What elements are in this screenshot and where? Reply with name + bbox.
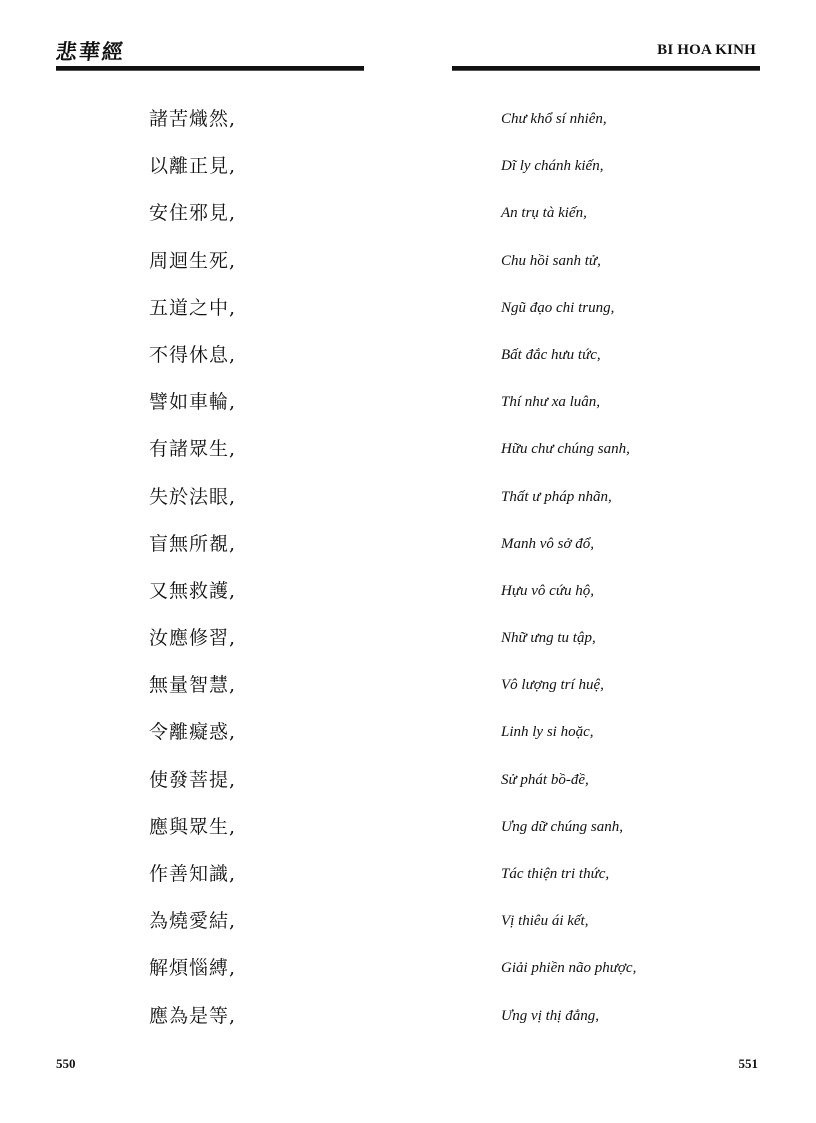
vietnamese-verse-line: Hữu chư chúng sanh, <box>501 441 630 458</box>
vietnamese-verse-line: Chư khổ sí nhiên, <box>501 111 607 127</box>
chinese-verse-line: 使發菩提, <box>149 768 237 791</box>
vietnamese-title: BI HOA KINH <box>657 42 756 58</box>
chinese-verse-line: 失於法眼, <box>149 485 237 508</box>
vietnamese-verse-list <box>501 105 636 1049</box>
chinese-verse-line: 諸苦熾然, <box>149 108 237 130</box>
chinese-verse-line: 周迴生死, <box>149 249 237 272</box>
chinese-verse-line: 不得休息, <box>149 343 237 366</box>
vietnamese-verse-line: Chu hồi sanh tử, <box>501 252 601 269</box>
page-number-right: 551 <box>738 1056 758 1071</box>
vietnamese-verse-line: Vô lượng trí huệ, <box>501 677 604 694</box>
chinese-verse-line: 五道之中, <box>149 296 237 319</box>
chinese-verse-list <box>149 105 236 1049</box>
chinese-verse-line: 以離正見, <box>149 155 237 178</box>
vietnamese-verse-line: Sử phát bồ-đề, <box>501 771 589 788</box>
chinese-verse-line: 無量智慧, <box>149 674 237 697</box>
chinese-verse-line: 令離癡惑, <box>149 721 237 744</box>
chinese-verse-line: 有諸眾生, <box>149 438 237 461</box>
vietnamese-verse-line: Vị thiêu ái kết, <box>501 913 589 930</box>
chinese-title: 悲華經 <box>54 39 127 64</box>
vietnamese-verse-line: Ưng dữ chúng sanh, <box>501 818 623 835</box>
chinese-verse-line: 又無救護, <box>149 579 237 602</box>
vietnamese-verse-line: Ngũ đạo chi trung, <box>501 299 615 316</box>
vietnamese-verse-line: Manh vô sở đổ, <box>501 535 594 552</box>
chinese-verse-line: 應為是等, <box>149 1004 237 1027</box>
vietnamese-verse-line: Thất ư pháp nhãn, <box>501 488 612 505</box>
vietnamese-verse-line: Ưng vị thị đẳng, <box>501 1007 599 1024</box>
page-number-left: 550 <box>56 1056 76 1071</box>
vietnamese-verse-line: Linh ly si hoặc, <box>501 724 594 741</box>
vietnamese-verse-line: Nhữ ưng tu tập, <box>501 630 596 647</box>
chinese-verse-line: 為燒愛結, <box>149 910 237 933</box>
vietnamese-verse-line: Dĩ ly chánh kiến, <box>501 158 604 175</box>
header-rule-right <box>452 66 760 71</box>
vietnamese-verse-line: Tác thiện tri thức, <box>501 866 610 882</box>
vietnamese-verse-line: Giải phiền não phược, <box>501 960 637 977</box>
chinese-verse-line: 應與眾生, <box>149 815 237 838</box>
chinese-verse-line: 安住邪見, <box>149 202 237 225</box>
vietnamese-verse-line: Bất đắc hưu tức, <box>501 346 601 363</box>
chinese-verse-line: 汝應修習, <box>149 627 237 650</box>
vietnamese-verse-line: An trụ tà kiến, <box>501 205 587 222</box>
vietnamese-verse-line: Thí như xa luân, <box>501 394 601 411</box>
vietnamese-verse-line: Hựu vô cứu hộ, <box>501 582 595 599</box>
chinese-verse-line: 譬如車輪, <box>149 391 237 414</box>
chinese-verse-line: 作善知識, <box>149 863 237 885</box>
chinese-verse-line: 解煩惱縛, <box>149 957 237 980</box>
chinese-verse-line: 盲無所覩, <box>149 532 237 555</box>
right-page <box>408 0 816 1123</box>
header-rule-left <box>56 66 364 71</box>
